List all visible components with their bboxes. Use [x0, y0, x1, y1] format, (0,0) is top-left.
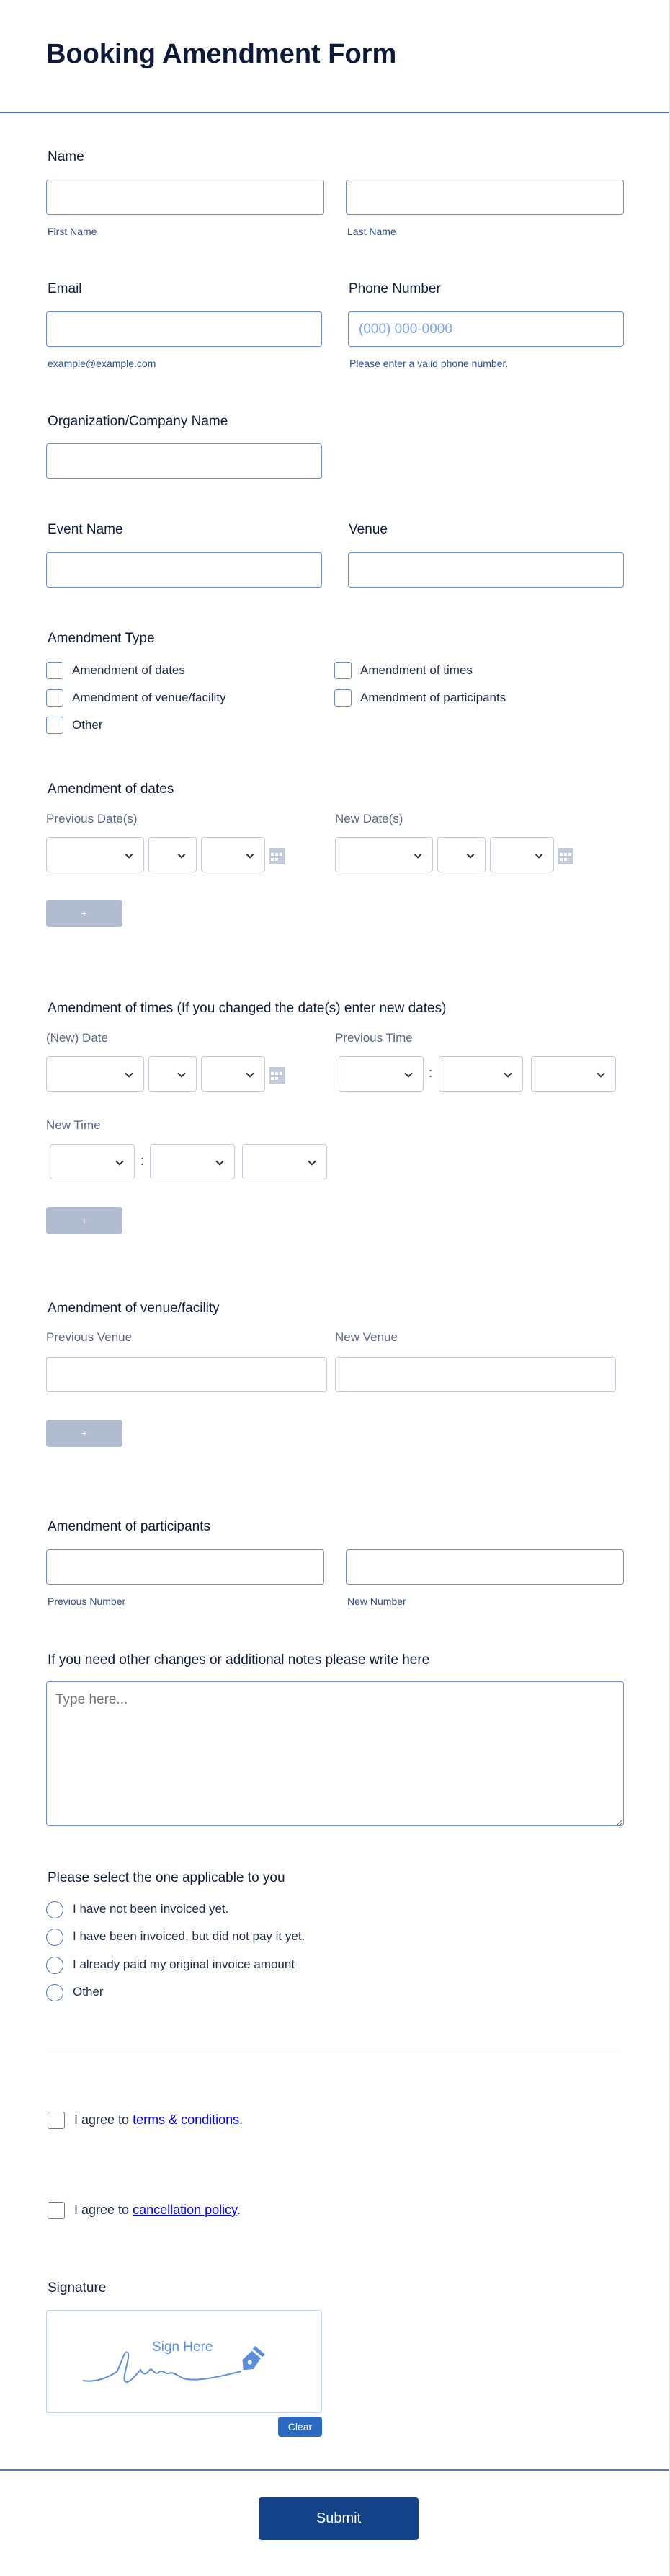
terms-link[interactable]: terms & conditions [133, 2112, 240, 2127]
prev-number-input[interactable] [46, 1549, 324, 1585]
notes-textarea[interactable] [46, 1681, 624, 1826]
new-month-select[interactable] [335, 837, 433, 872]
signature-label: Signature [48, 2280, 107, 2296]
time-year-select[interactable] [201, 1056, 265, 1092]
checkbox-other[interactable] [46, 717, 63, 734]
phone-input[interactable] [348, 311, 624, 347]
option-dates-label: Amendment of dates [72, 663, 185, 677]
new-time-label: New Time [46, 1118, 101, 1132]
prev-year-select[interactable] [201, 837, 265, 872]
time-colon: : [429, 1066, 433, 1080]
radio-label: Other [73, 1985, 104, 1999]
new-dates-label: New Date(s) [335, 812, 403, 826]
prev-day-select[interactable] [148, 837, 197, 872]
signature-pad[interactable] [46, 2310, 322, 2413]
event-label: Event Name [48, 522, 123, 537]
venue-amend-label: Amendment of venue/facility [48, 1301, 220, 1316]
radio-other[interactable] [46, 1984, 63, 2001]
participants-label: Amendment of participants [48, 1519, 211, 1534]
times-label: Amendment of times (If you changed the date(s) enter new dates) [48, 1001, 447, 1016]
radio-label: I have been invoiced, but did not pay it yet. [73, 1929, 305, 1943]
prev-minute-select[interactable] [439, 1056, 523, 1092]
cancellation-text [74, 2203, 241, 2218]
last-name-sublabel: Last Name [347, 226, 396, 237]
terms-suffix: . [239, 2112, 244, 2127]
prev-hour-select[interactable] [339, 1056, 424, 1092]
prev-venue-label: Previous Venue [46, 1330, 133, 1344]
new-ampm-select[interactable] [242, 1144, 327, 1179]
new-number-input[interactable] [346, 1549, 624, 1585]
new-venue-label: New Venue [335, 1330, 398, 1344]
prev-dates-label: Previous Date(s) [46, 812, 138, 826]
radio-label: I already paid my original invoice amount [73, 1957, 295, 1971]
add-date-row-button[interactable]: + [46, 900, 122, 927]
email-input[interactable] [46, 311, 322, 347]
dates-label: Amendment of dates [48, 782, 174, 797]
cancellation-link[interactable]: cancellation policy [133, 2203, 237, 2217]
signature-pen-icon [79, 2340, 295, 2390]
cancellation-checkbox[interactable] [48, 2202, 65, 2219]
option-times-label: Amendment of times [360, 663, 473, 677]
form-title: Booking Amendment Form [46, 39, 397, 69]
phone-hint: Please enter a valid phone number. [349, 358, 509, 369]
org-label: Organization/Company Name [48, 414, 228, 429]
event-input[interactable] [46, 552, 322, 588]
prev-time-label: Previous Time [335, 1031, 413, 1045]
last-name-input[interactable] [346, 180, 624, 215]
radio-paid[interactable] [46, 1957, 63, 1974]
new-year-select[interactable] [490, 837, 554, 872]
invoice-label: Please select the one applicable to you [48, 1870, 285, 1885]
terms-prefix: I agree to [74, 2112, 133, 2127]
submit-button[interactable]: Submit [259, 2497, 419, 2540]
terms-text [74, 2112, 243, 2128]
radio-invoiced-unpaid[interactable] [46, 1929, 63, 1946]
option-venue-label: Amendment of venue/facility [72, 691, 226, 704]
new-minute-select[interactable] [150, 1144, 235, 1179]
sign-here-placeholder: Sign Here [152, 2340, 213, 2355]
checkbox-times[interactable] [334, 662, 352, 679]
footer-divider [0, 2469, 669, 2471]
new-venue-input[interactable] [335, 1357, 616, 1392]
name-label: Name [48, 149, 84, 164]
option-other-label: Other [72, 718, 103, 732]
prev-ampm-select[interactable] [531, 1056, 616, 1092]
header-divider [0, 112, 669, 113]
checkbox-venue[interactable] [46, 689, 63, 707]
new-date-label: (New) Date [46, 1031, 108, 1045]
time-month-select[interactable] [46, 1056, 144, 1092]
add-venue-row-button[interactable]: + [46, 1420, 122, 1447]
first-name-input[interactable] [46, 180, 324, 215]
new-day-select[interactable] [437, 837, 486, 872]
cancel-suffix: . [236, 2203, 241, 2217]
prev-venue-input[interactable] [46, 1357, 327, 1392]
calendar-icon[interactable] [557, 846, 574, 865]
phone-label: Phone Number [349, 281, 441, 296]
option-participants-label: Amendment of participants [360, 691, 506, 704]
new-hour-select[interactable] [50, 1144, 135, 1179]
prev-month-select[interactable] [46, 837, 144, 872]
notes-label: If you need other changes or additional notes please write here [48, 1652, 430, 1668]
email-hint: example@example.com [48, 358, 156, 369]
venue-input[interactable] [348, 552, 624, 588]
cancel-prefix: I agree to [74, 2203, 133, 2217]
email-label: Email [48, 281, 82, 296]
terms-checkbox[interactable] [48, 2112, 65, 2129]
radio-not-invoiced[interactable] [46, 1901, 63, 1918]
time-day-select[interactable] [148, 1056, 197, 1092]
venue-label: Venue [349, 522, 388, 537]
org-input[interactable] [46, 443, 322, 479]
time-colon: : [140, 1154, 145, 1168]
clear-signature-button[interactable]: Clear [278, 2417, 322, 2437]
calendar-icon[interactable] [268, 846, 285, 865]
checkbox-participants[interactable] [334, 689, 352, 707]
new-number-sublabel: New Number [347, 1595, 406, 1607]
amendment-type-label: Amendment Type [48, 631, 155, 646]
first-name-sublabel: First Name [48, 226, 97, 237]
checkbox-dates[interactable] [46, 662, 63, 679]
calendar-icon[interactable] [268, 1065, 285, 1084]
add-time-row-button[interactable]: + [46, 1207, 122, 1234]
prev-number-sublabel: Previous Number [48, 1595, 126, 1607]
phone-placeholder: (000) 000-0000 [359, 321, 452, 337]
radio-label: I have not been invoiced yet. [73, 1902, 229, 1916]
